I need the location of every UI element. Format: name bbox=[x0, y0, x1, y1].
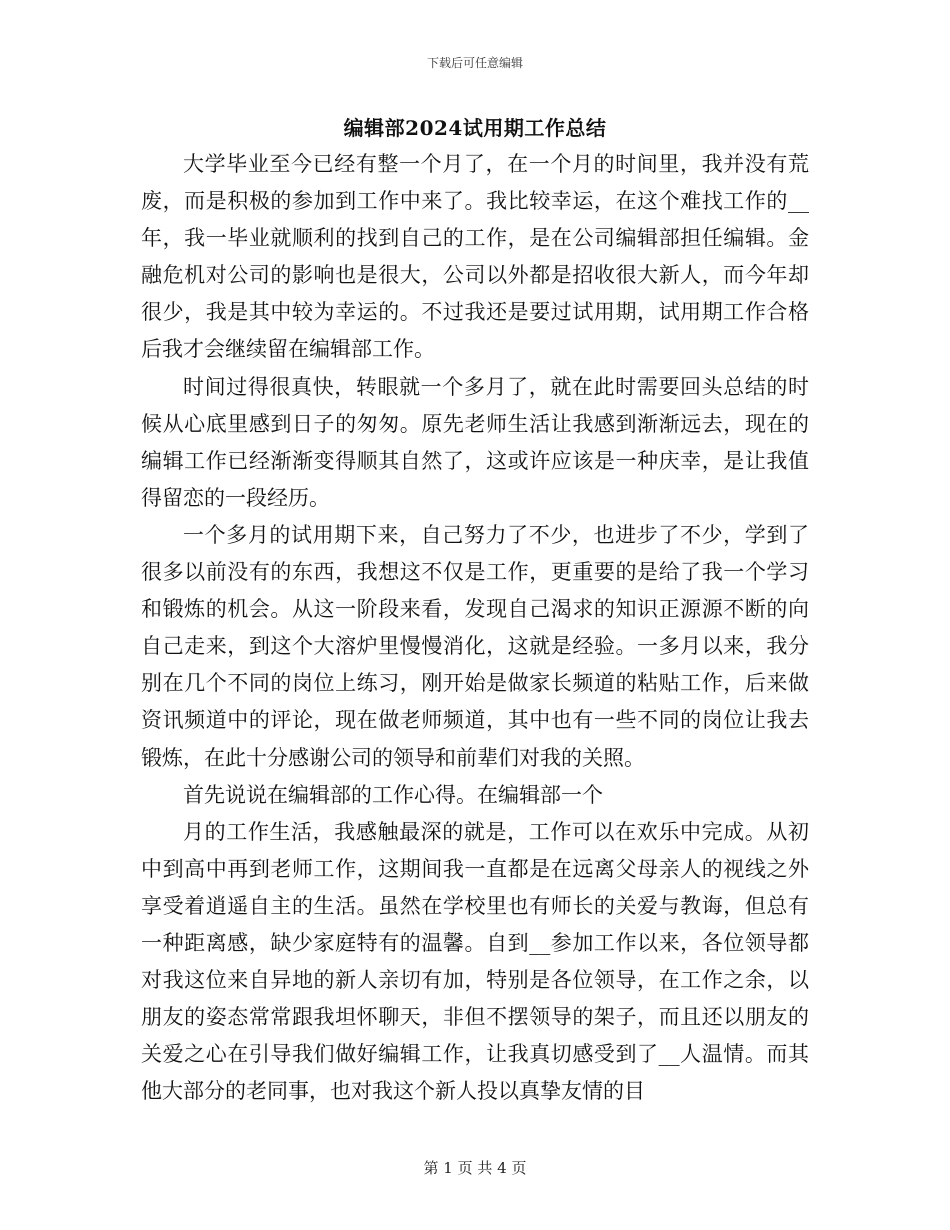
header-note: 下载后可任意编辑 bbox=[426, 56, 523, 70]
page-footer: 第 1 页 共 4 页 bbox=[423, 1159, 527, 1177]
document-body bbox=[141, 146, 809, 1110]
paragraph-1: 大学毕业至今已经有整一个月了，在一个月的时间里，我并没有荒废，而是积极的参加到工作中来了。我比较幸运，在这个难找工作的__年，我一毕业就顺利的找到自己的工作，是在公司编辑部担任编辑。金融危机对公司的影响也是很大，公司以外都是招收很大新人，而今年却很少，我是其中较为幸运的。不过我还是要过试用期，试用期工作合格后我才会继续留在编辑部工作。 bbox=[141, 152, 809, 362]
paragraph-2: 时间过得很真快，转眼就一个多月了，就在此时需要回头总结的时候从心底里感到日子的匆匆。原先老师生活让我感到渐渐远去，现在的编辑工作已经渐渐变得顺其自然了，这或许应该是一种庆幸，是让我值得留恋的一段经历。 bbox=[141, 374, 809, 510]
paragraph-5: 月的工作生活，我感触最深的就是，工作可以在欢乐中完成。从初中到高中再到老师工作，这期间我一直都是在远离父母亲人的视线之外享受着逍遥自主的生活。虽然在学校里也有师长的关爱与教诲，但总有一种距离感，缺少家庭特有的温馨。自到__参加工作以来，各位领导都对我这位来自异地的新人亲切有加，特别是各位领导，在工作之余，以朋友的姿态常常跟我坦怀聊天，非但不摆领导的架子，而且还以朋友的关爱之心在引导我们做好编辑工作，让我真切感受到了__人温情。而其他大部分的老同事，也对我这个新人投以真挚友情的目 bbox=[141, 819, 809, 1104]
document-title: 编辑部2024试用期工作总结 bbox=[343, 116, 607, 140]
paragraph-3: 一个多月的试用期下来，自己努力了不少，也进步了不少，学到了很多以前没有的东西，我想这不仅是工作，更重要的是给了我一个学习和锻炼的机会。从这一阶段来看，发现自己渴求的知识正源源不断的向自己走来，到这个大溶炉里慢慢消化，这就是经验。一多月以来，我分别在几个不同的岗位上练习，刚开始是做家长频道的粘贴工作，后来做资讯频道中的评论，现在做老师频道，其中也有一些不同的岗位让我去锻炼，在此十分感谢公司的领导和前辈们对我的关照。 bbox=[141, 522, 809, 770]
paragraph-4: 首先说说在编辑部的工作心得。在编辑部一个 bbox=[183, 782, 603, 807]
